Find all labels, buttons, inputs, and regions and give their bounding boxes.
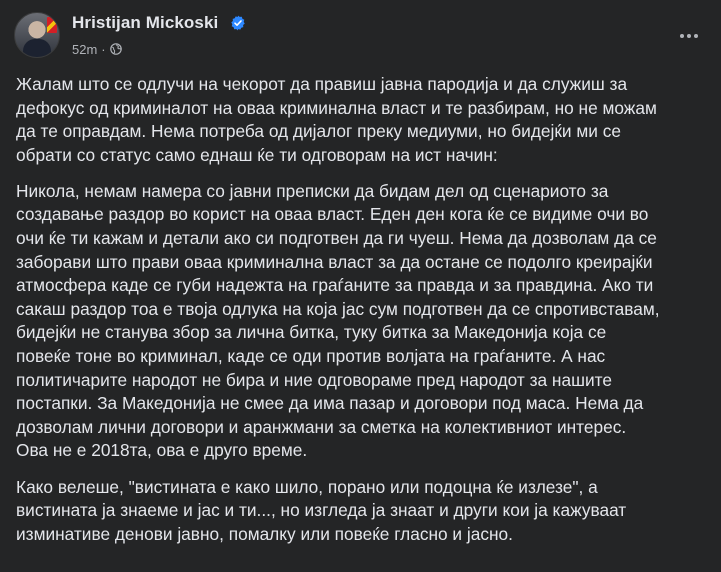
avatar[interactable] — [14, 12, 60, 58]
post-paragraph-3: Како велеше, "вистината е како шило, порано или подоцна ќе излезе", а вистината ја знаеме и јас и ти..., но изгледа ја знаат и други кои ја кажуваат изминативе денови јавно, помалку или повеќе гласно и јасно. — [16, 476, 627, 544]
post-text — [16, 73, 706, 559]
more-options-button[interactable] — [671, 18, 707, 54]
verified-badge-icon — [230, 15, 246, 31]
post-meta — [72, 40, 122, 58]
meta-separator: · — [101, 41, 106, 57]
post-timestamp[interactable]: 52m — [72, 41, 98, 57]
more-options-icon-dot — [680, 34, 684, 38]
post-paragraph-1: Жалам што се одлучи на чекорот да правиш јавна пародија и да служиш за дефокус од криминалот на оваа криминална власт и те разбирам, но не можам да те оправдам. Нема потреба од дијалог преку медиуми, но бидејќи ми се обрати со статус само еднаш ќе ти одговорам на ист начин: — [16, 74, 657, 165]
post-paragraph-2: Никола, немам намера со јавни преписки да бидам дел од сценариото за создавање раздор во корист на оваа власт. Еден ден кога ќе се видиме очи во очи ќе ти кажам и детали ако си подготвен да ги чуеш. Нема да дозволам да се заборави што прави оваа криминална власт за да остане се подолго креирајќи атмосфера каде се губи надежта на граѓаните за правда и за правдина. Ако ти сакаш раздор тоа е твоја одлука на која јас сум подготвен да се спротивставам, бидејќи не станува збор за лична битка, туку битка за Македонија која се повеќе тоне во криминал, каде се оди против волјата на граѓаните. А нас политичарите народот не бира и ние одговораме пред народот за нашите постапки. За Македонија не смее да има пазар и договори под маса. Нема да дозволам лични договори и аранжмани за сметка на колективниот интерес. Ова не е 2018та, ова е друго време. — [16, 180, 660, 461]
more-options-icon-dot — [694, 34, 698, 38]
globe-icon[interactable] — [110, 43, 122, 55]
author-name[interactable]: Hristijan Mickoski — [72, 13, 219, 32]
flag-icon — [47, 17, 57, 33]
post-header — [14, 12, 707, 60]
more-options-icon-dot — [687, 34, 691, 38]
